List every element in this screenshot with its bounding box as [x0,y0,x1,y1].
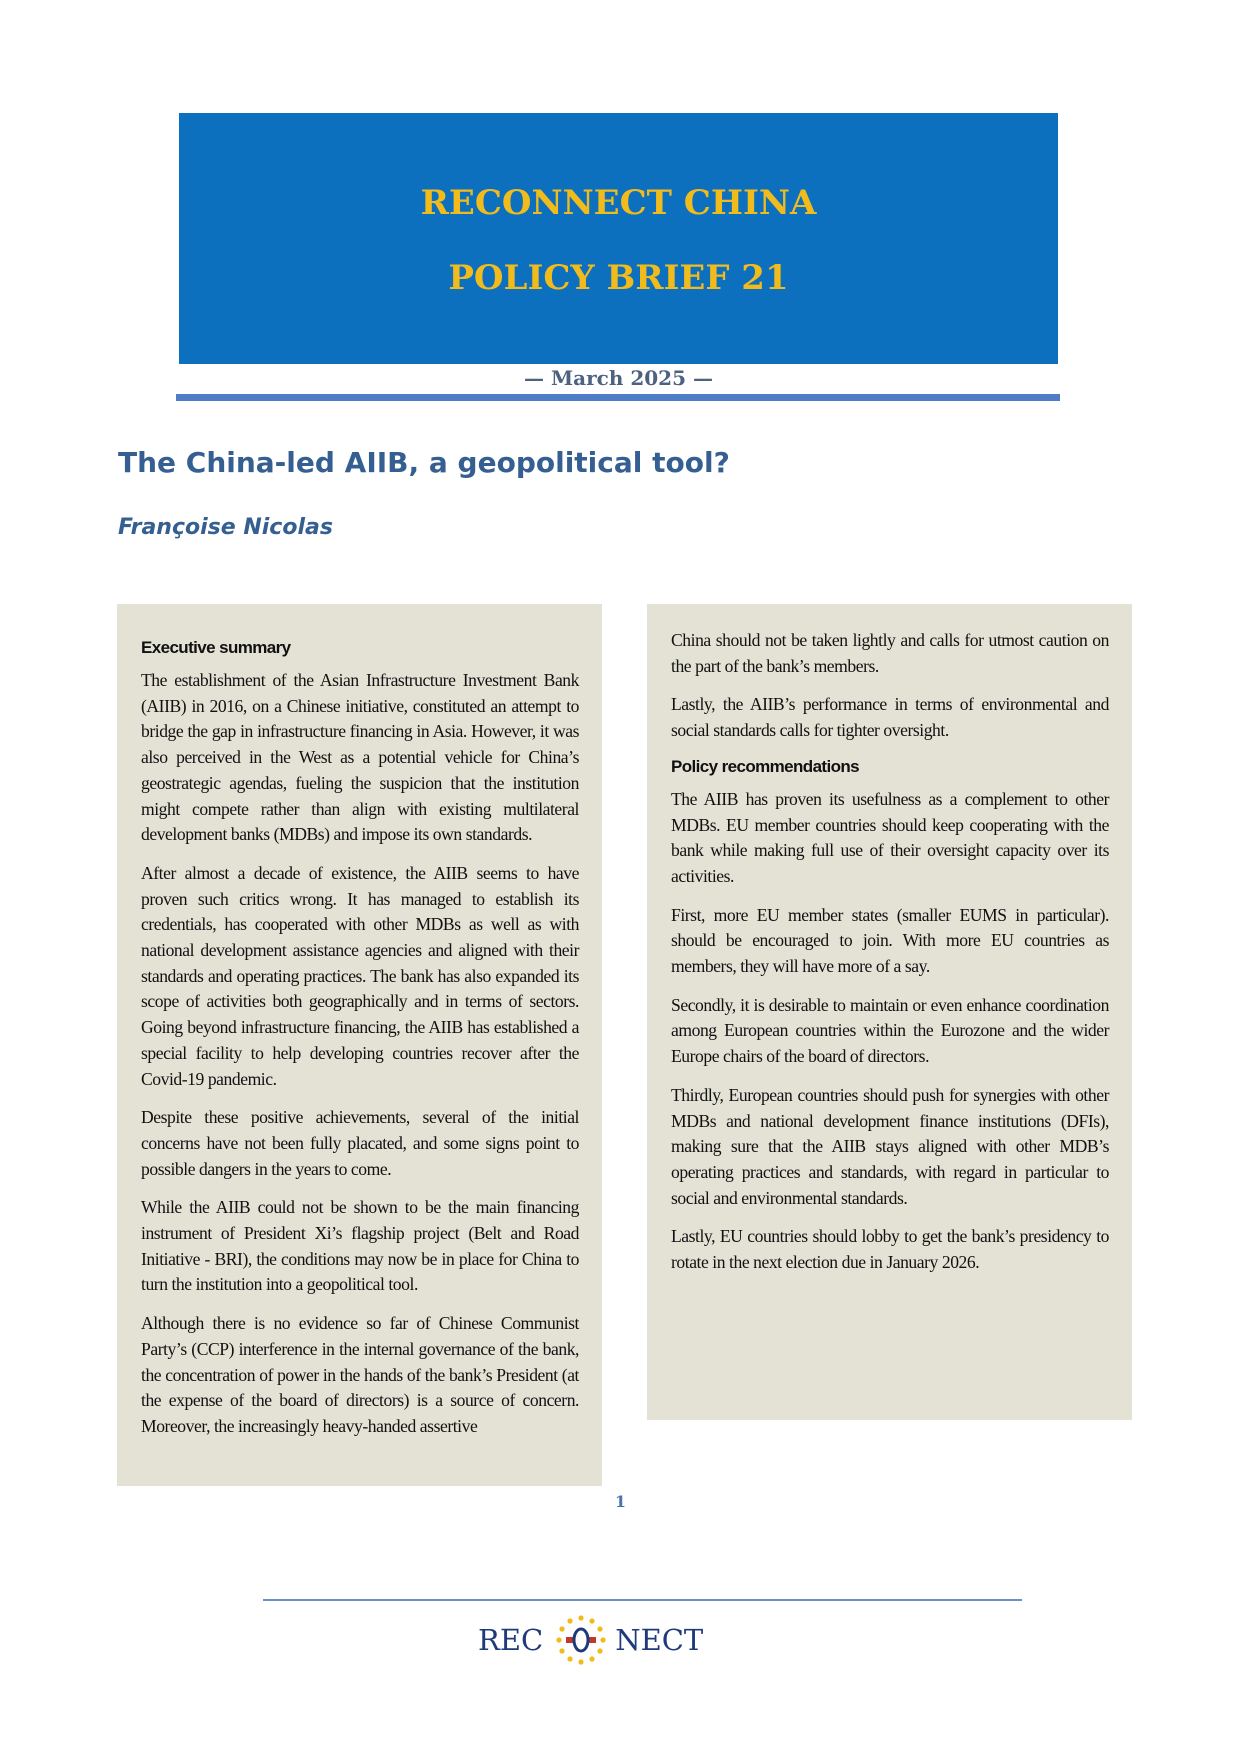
publication-date: — March 2025 — [524,366,713,390]
executive-summary-heading: Executive summary [141,638,291,657]
summary-paragraph: The establishment of the Asian Infrastructure Investment Bank (AIIB) in 2016, on a Chinese initiative, constituted an attempt to bridge the gap in infrastructure financing in Asia. However, it was also perceived in the West as a potential vehicle for China’s geostrategic agendas, fueling the suspicion that the institution might compete rather than align with existing multilateral development banks (MDBs) and impose its own standards. [141,670,579,845]
recommendation-paragraph: Lastly, EU countries should lobby to get the bank’s presidency to rotate in the next election due in January 2026. [671,1226,1109,1273]
footer-divider [263,1599,1022,1601]
logo-text-right: NECT [615,1623,704,1657]
eu-stars-o-icon [553,1612,609,1668]
document-title: The China-led AIIB, a geopolitical tool? [118,446,730,479]
summary-paragraph: China should not be taken lightly and calls for utmost caution on the part of the bank’s members. [671,630,1109,676]
header-banner [179,113,1058,364]
reconnect-logo [478,1612,713,1668]
policy-recommendations-heading: Policy recommendations [671,756,860,776]
summary-paragraph: Despite these positive achievements, several of the initial concerns have not been fully placated, and some signs point to possible dangers in the years to come. [141,1107,579,1179]
recommendation-paragraph: The AIIB has proven its usefulness as a complement to other MDBs. EU member countries should keep cooperating with the bank while making full use of their oversight capacity over its activities. [671,788,1109,886]
recommendation-paragraph: Thirdly, European countries should push for synergies with other MDBs and national development finance institutions (DFIs), making sure that the AIIB stays aligned with other MDB’s operating practices and standards, with regard in particular to social and environmental standards. [671,1084,1109,1208]
right-column-box [647,604,1132,1420]
logo-text-left: REC [478,1623,544,1657]
recommendation-paragraph: Secondly, it is desirable to maintain or even enhance coordination among European countries within the Eurozone and the wider Europe chairs of the board of directors. [671,994,1109,1067]
summary-paragraph: Lastly, the AIIB’s performance in terms of environmental and social standards calls for tighter oversight. [671,694,1109,741]
summary-paragraph: After almost a decade of existence, the AIIB seems to have proven such critics wrong. It has managed to establish its credentials, has cooperated with other MDBs as well as with national development assistance agencies and aligned with their standards and operating practices. The bank has also expanded its scope of activities both geographically and in terms of sectors. Going beyond infrastructure financing, the AIIB has established a special facility to help developing countries recover after the Covid-19 pandemic. [141,862,579,1089]
left-column-box [117,604,602,1486]
header-divider [176,394,1060,401]
recommendation-paragraph: First, more EU member states (smaller EUMS in particular). should be encouraged to join. With more EU countries as members, they will have more of a say. [671,904,1109,977]
banner-title-brief-number: POLICY BRIEF 21 [448,258,789,298]
summary-paragraph: Although there is no evidence so far of Chinese Communist Party’s (CCP) interference in the internal governance of the bank, the concentration of power in the hands of the bank’s President (at the expense of the board of directors) is a source of concern. Moreover, the increasingly heavy-handed assertive [141,1313,579,1436]
page-number: 1 [614,1492,627,1511]
banner-title-series: RECONNECT CHINA [420,183,817,223]
summary-paragraph: While the AIIB could not be shown to be the main financing instrument of President Xi’s flagship project (Belt and Road Initiative - BRI), the conditions may now be in place for China to turn the institution into a geopolitical tool. [141,1197,579,1295]
author-name: Françoise Nicolas [118,515,333,540]
